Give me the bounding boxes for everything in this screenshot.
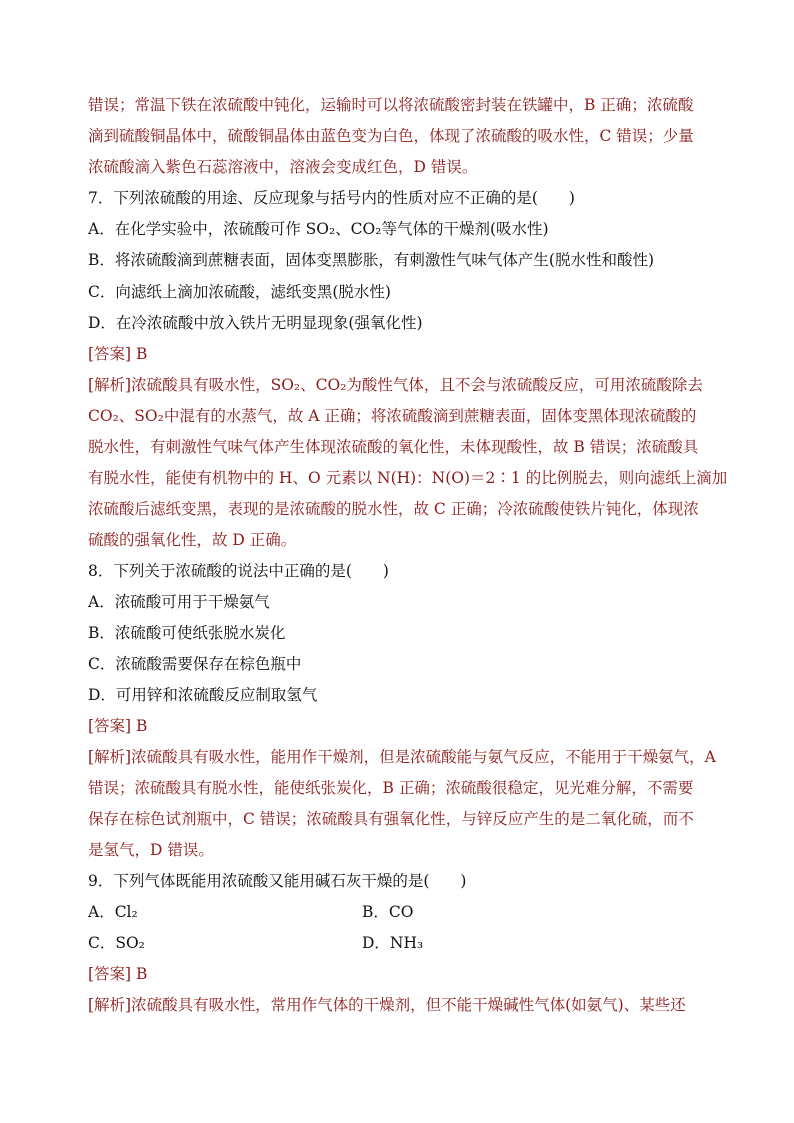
analysis-text-line: 错误；常温下铁在浓硫酸中钝化，运输时可以将浓硫酸密封装在铁罐中，B 正确；浓硫酸 (88, 96, 694, 114)
question-text-line: A．在化学实验中，浓硫酸可作 SO₂、CO₂等气体的干燥剂(吸水性) (88, 220, 549, 238)
analysis-text-line: 硫酸的强氧化性，故 D 正确。 (88, 531, 297, 549)
q9-option: D．NH₃ (362, 934, 424, 952)
analysis-text-line: [解析]浓硫酸具有吸水性，能用作干燥剂，但是浓硫酸能与氨气反应，不能用于干燥氨气，A (88, 748, 716, 766)
question-text-line: B．将浓硫酸滴到蔗糖表面，固体变黑膨胀，有刺激性气味气体产生(脱水性和酸性) (88, 251, 654, 269)
analysis-text-line: CO₂、SO₂中混有的水蒸气，故 A 正确；将浓硫酸滴到蔗糖表面，固体变黑体现浓硫酸的 (88, 407, 697, 425)
analysis-text-line: [答案] B (88, 717, 148, 735)
question-text-line: 8．下列关于浓硫酸的说法中正确的是( ) (88, 562, 389, 580)
question-text-line: 9．下列气体既能用浓硫酸又能用碱石灰干燥的是( ) (88, 872, 467, 890)
question-text-line: B．浓硫酸可使纸张脱水炭化 (88, 624, 286, 642)
analysis-text-line: 脱水性，有刺激性气味气体产生体现浓硫酸的氧化性，未体现酸性，故 B 错误；浓硫酸具 (88, 438, 699, 456)
question-text-line: C．向滤纸上滴加浓硫酸，滤纸变黑(脱水性) (88, 283, 391, 301)
analysis-text-line: 是氢气，D 错误。 (88, 841, 214, 859)
q9-option: A．Cl₂ (88, 903, 138, 921)
analysis-text-line: 浓硫酸滴入紫色石蕊溶液中，溶液会变成红色，D 错误。 (88, 158, 478, 176)
analysis-text-line: 滴到硫酸铜晶体中，硫酸铜晶体由蓝色变为白色，体现了浓硫酸的吸水性，C 错误；少量 (88, 127, 694, 145)
question-text-line: D．在冷浓硫酸中放入铁片无明显现象(强氧化性) (88, 314, 423, 332)
analysis-text-line: 浓硫酸后滤纸变黑，表现的是浓硫酸的脱水性，故 C 正确；冷浓硫酸使铁片钝化，体现浓 (88, 500, 699, 518)
analysis-text-line: [解析]浓硫酸具有吸水性，常用作气体的干燥剂，但不能干燥碱性气体(如氨气)、某些还 (88, 996, 686, 1014)
analysis-text-line: 保存在棕色试剂瓶中，C 错误；浓硫酸具有强氧化性，与锌反应产生的是二氧化硫，而不 (88, 810, 694, 828)
question-text-line: A．浓硫酸可用于干燥氨气 (88, 593, 270, 611)
question-text-line: D．可用锌和浓硫酸反应制取氢气 (88, 686, 318, 704)
analysis-text-line: 有脱水性，能使有机物中的 H、O 元素以 N(H)：N(O)＝2∶1 的比例脱去，则向滤纸上滴加 (88, 469, 728, 487)
question-text-line: C．浓硫酸需要保存在棕色瓶中 (88, 655, 302, 673)
analysis-text-line: [解析]浓硫酸具有吸水性，SO₂、CO₂为酸性气体，且不会与浓硫酸反应，可用浓硫酸除去 (88, 376, 703, 394)
question-text-line: 7．下列浓硫酸的用途、反应现象与括号内的性质对应不正确的是( ) (88, 189, 575, 207)
analysis-text-line: [答案] B (88, 345, 148, 363)
q9-option: C．SO₂ (88, 934, 145, 952)
analysis-text-line: 错误；浓硫酸具有脱水性，能使纸张炭化，B 正确；浓硫酸很稳定，见光难分解，不需要 (88, 779, 694, 797)
analysis-text-line: [答案] B (88, 965, 148, 983)
q9-option: B．CO (362, 903, 414, 921)
